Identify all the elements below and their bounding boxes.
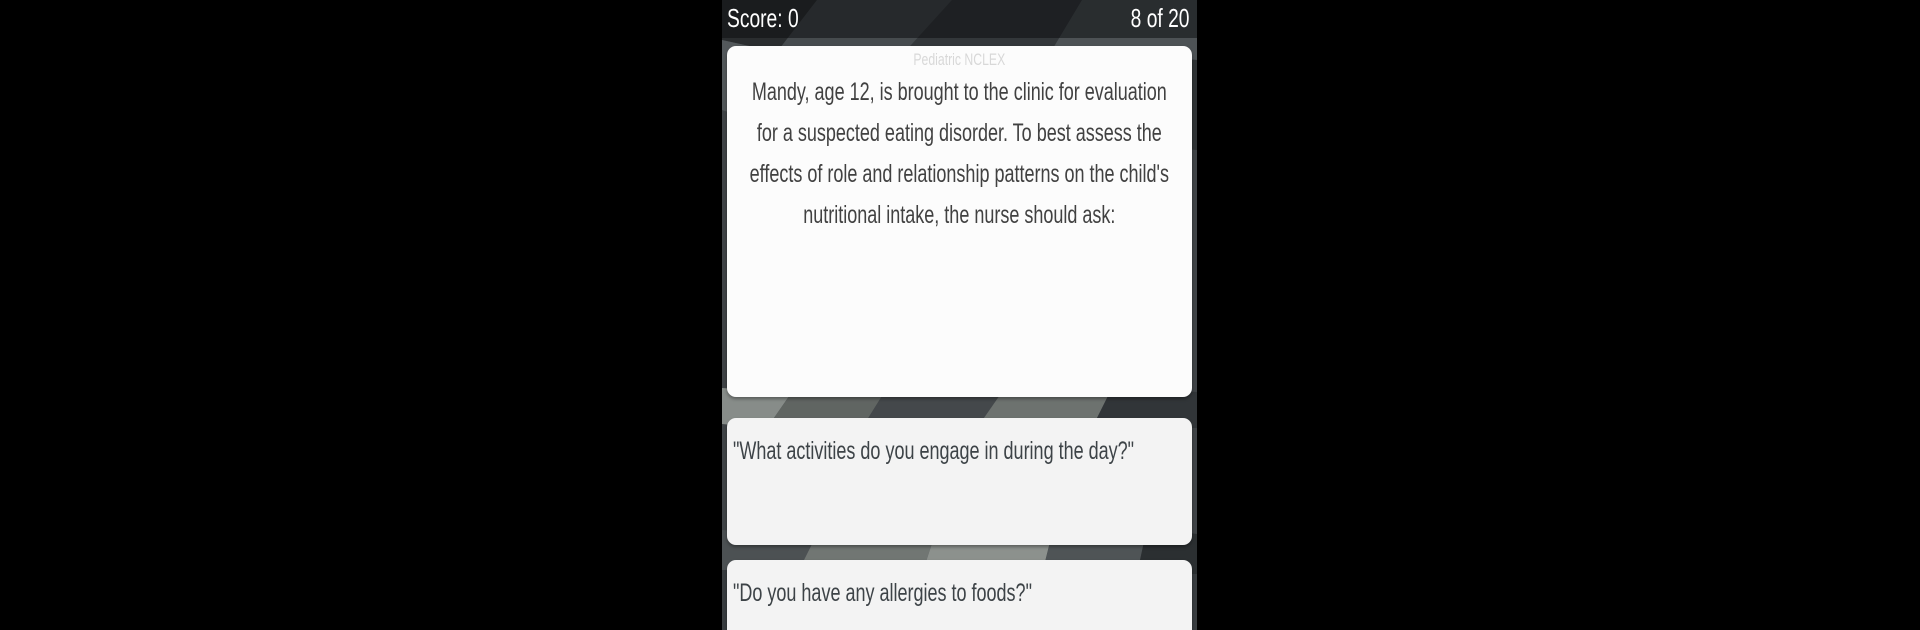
question-text: Mandy, age 12, is brought to the clinic for evaluation for a suspected eating disorder. To best assess the effects of role and relationship patterns on the child's nutritional intake, the nurse should ask: [749, 78, 1169, 229]
progress-label: 8 of 20 [1131, 3, 1190, 33]
answer-option-1-content [733, 428, 1187, 475]
answer-option-2-label: "Do you have any allergies to foods?" [733, 579, 1032, 607]
app-screen [722, 0, 1197, 630]
answer-option-2[interactable] [727, 560, 1192, 630]
score-bar [722, 0, 1197, 38]
quiz-category-label: Pediatric NCLEX [913, 50, 1006, 69]
question-card-content [739, 50, 1180, 236]
answer-option-2-content [733, 570, 1187, 617]
answer-option-1-label: "What activities do you engage in during the day?" [733, 437, 1135, 465]
question-card [727, 46, 1192, 397]
score-label: Score: 0 [727, 3, 799, 33]
answer-option-1[interactable] [727, 418, 1192, 545]
